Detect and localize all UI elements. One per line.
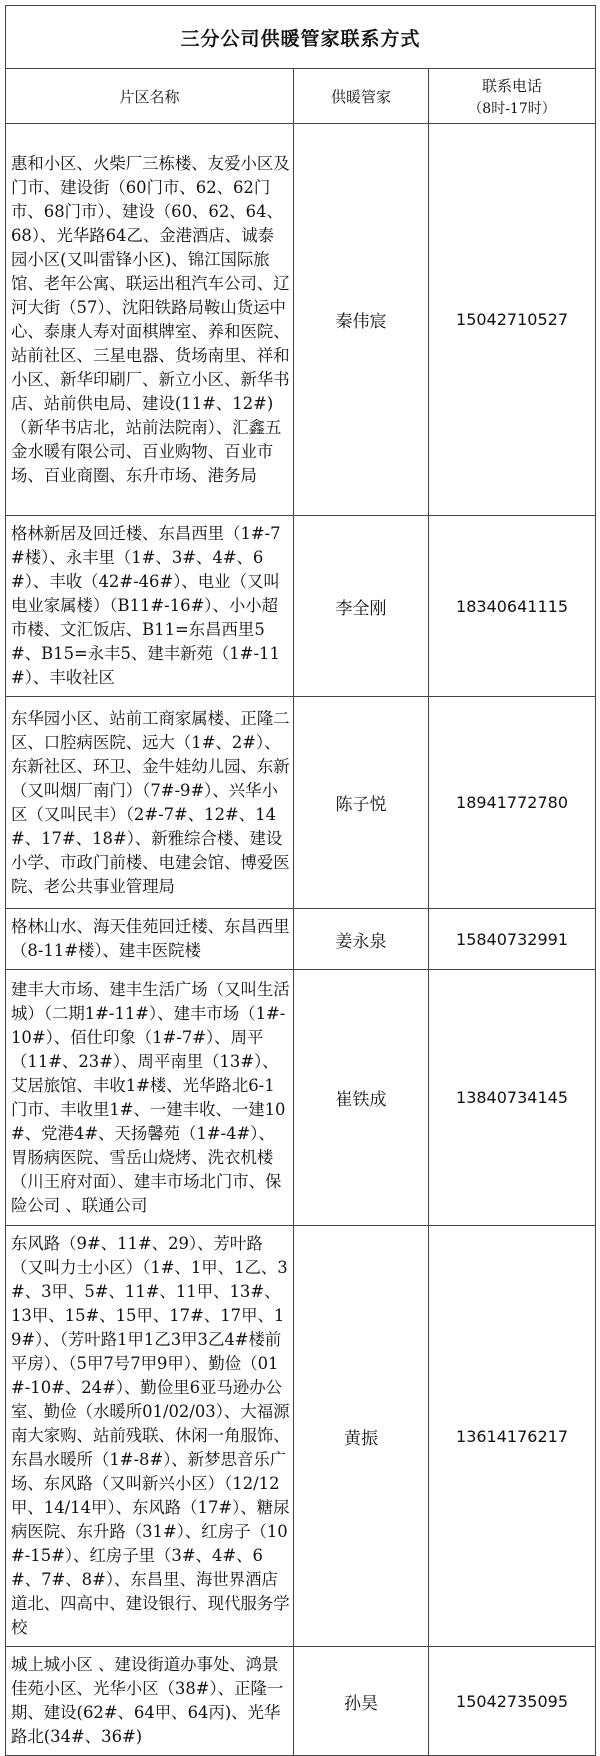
table-row <box>6 909 596 970</box>
area-cell: 东华园小区、站前工商家属楼、正隆二区、口腔病医院、远大（1#、2#）、东新社区、环卫、金牛娃幼儿园、东新（又叫烟厂南门）（7#-9#）、兴华小区（又叫民丰）（2#-7#、12#、14#、17#、18#）、新雅综合楼、建设小学、市政门前楼、电建会馆、博爱医院、老公共事业管理局 <box>6 697 294 909</box>
header-manager-label: 供暖管家 <box>330 87 391 106</box>
phone-cell: 15042710527 <box>429 124 596 516</box>
manager-cell: 陈子悦 <box>294 697 429 909</box>
contact-sheet <box>5 5 595 1756</box>
phone-cell: 13840734145 <box>429 970 596 1226</box>
table-row <box>6 970 596 1226</box>
header-manager <box>294 69 429 124</box>
phone-cell: 15042735095 <box>429 1647 596 1756</box>
area-cell: 惠和小区、火柴厂三栋楼、友爱小区及门市、建设街（60门市、62、62门市、68门市）、建设（60、62、64、68）、光华路64乙、金港酒店、诚泰园小区(又叫雷锋小区)、锦江国际旅馆、老年公寓、联运出租汽车公司、辽河大街（57）、沈阳铁路局鞍山货运中心、泰康人寿对面棋牌室、养和医院、站前社区、三星电器、货场南里、祥和小区、新华印刷厂、新立小区、新华书店、站前供电局、建设(11#、12#)（新华书店北，站前法院南）、汇鑫五金水暖有限公司、百业购物、百业市场、百业商圈、东升市场、港务局 <box>6 124 294 516</box>
manager-cell: 黄振 <box>294 1226 429 1647</box>
table-row <box>6 516 596 697</box>
header-phone <box>429 69 596 124</box>
header-area-label: 片区名称 <box>119 87 180 106</box>
table-row <box>6 697 596 909</box>
manager-cell: 姜永泉 <box>294 909 429 970</box>
table-row <box>6 1647 596 1756</box>
header-phone-label: 联系电话 <box>482 76 543 95</box>
manager-cell: 孙昊 <box>294 1647 429 1756</box>
phone-cell: 18941772780 <box>429 697 596 909</box>
manager-cell: 秦伟宸 <box>294 124 429 516</box>
table-row <box>6 124 596 516</box>
area-cell: 格林山水、海天佳苑回迁楼、东昌西里（8-11#楼）、建丰医院楼 <box>6 909 294 970</box>
manager-cell: 崔铁成 <box>294 970 429 1226</box>
phone-cell: 15840732991 <box>429 909 596 970</box>
manager-cell: 李全刚 <box>294 516 429 697</box>
header-area <box>6 69 294 124</box>
phone-cell: 13614176217 <box>429 1226 596 1647</box>
area-cell: 格林新居及回迁楼、东昌西里（1#-7#楼）、永丰里（1#、3#、4#、6#）、丰收（42#-46#）、电业（又叫电业家属楼）（B11#-16#）、小小超市楼、文汇饭店、B11=东昌西里5#、B15=永丰5、建丰新苑（1#-11#）、丰收社区 <box>6 516 294 697</box>
title-row <box>6 6 596 69</box>
area-cell: 城上城小区 、建设街道办事处、鸿景佳苑小区、光华小区（38#）、正隆一期、建设(62#、64甲、64丙)、光华路北(34#、36#) <box>6 1647 294 1756</box>
header-phone-hours: （8时-17时） <box>468 100 556 117</box>
contact-table <box>5 5 596 1756</box>
header-row <box>6 69 596 124</box>
area-cell: 东风路（9#、11#、29）、芳叶路（又叫力士小区）（1#、1甲、1乙、3#、3甲、5#、11#、11甲、13#、13甲、15#、15甲、17#、17甲、19#）、（芳叶路1甲1乙3甲3乙4#楼前平房）、（5甲7号7甲9甲）、勤俭（01#-10#、24#）、勤俭里6亚马逊办公室、勤俭（水暖所01/02/03）、大福源南大家购、站前残联、休闲一角服饰、东昌水暖所（1#-8#）、新梦思音乐广场、东风路（又叫新兴小区）（12/12甲、14/14甲）、东风路（17#）、糖尿病医院、东升路（31#）、红房子（10#-15#）、红房子里（3#、4#、6#、7#、8#）、东昌里、海世界酒店道北、四高中、建设银行、现代服务学校 <box>6 1226 294 1647</box>
table-title: 三分公司供暖管家联系方式 <box>6 6 596 69</box>
table-row <box>6 1226 596 1647</box>
phone-cell: 18340641115 <box>429 516 596 697</box>
area-cell: 建丰大市场、建丰生活广场（又叫生活城）（二期1#-11#）、建丰市场（1#-10#）、佰仕印象（1#-7#）、周平（11#、23#）、周平南里（13#）、艾居旅馆、丰收1#楼、光华路北6-1门市、丰收里1#、一建丰收、一建10#、党港4#、天扬馨苑（1#-4#）、胃肠病医院、雪岳山烧烤、洗衣机楼（川王府对面）、建丰市场北门市、保险公司 、联通公司 <box>6 970 294 1226</box>
